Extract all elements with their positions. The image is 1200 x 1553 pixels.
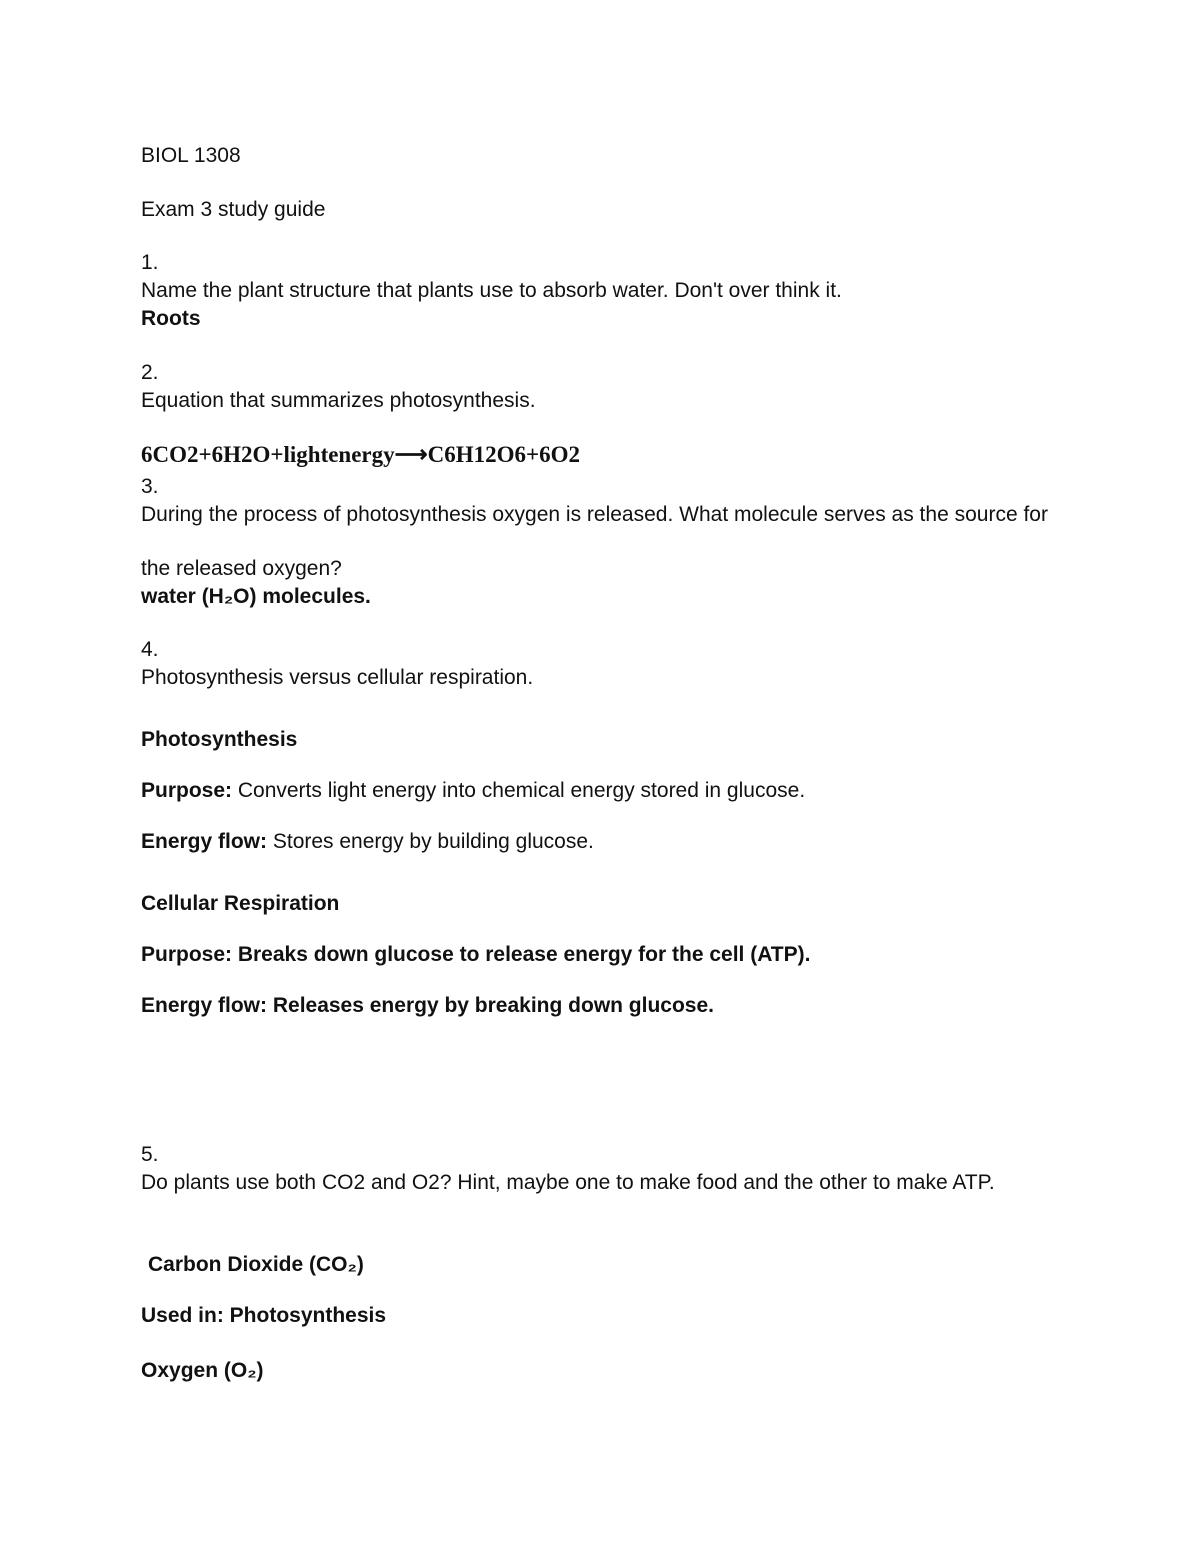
photosynthesis-equation: 6CO2+6H2O+lightenergy⟶C6H12O6+6O2 bbox=[141, 442, 580, 467]
q2-question: Equation that summarizes photosynthesis. bbox=[141, 389, 536, 412]
co2-heading: Carbon Dioxide (CO₂) bbox=[148, 1253, 364, 1276]
respiration-purpose: Purpose: Breaks down glucose to release energy for the cell (ATP). bbox=[141, 943, 811, 966]
respiration-heading: Cellular Respiration bbox=[141, 892, 340, 915]
photosynthesis-energy-flow bbox=[141, 829, 594, 855]
course-code: BIOL 1308 bbox=[141, 144, 241, 167]
o2-heading: Oxygen (O₂) bbox=[141, 1359, 264, 1382]
document-title: Exam 3 study guide bbox=[141, 198, 326, 221]
q1-answer: Roots bbox=[141, 307, 201, 330]
q5-question: Do plants use both CO2 and O2? Hint, maybe one to make food and the other to make ATP. bbox=[141, 1171, 995, 1194]
purpose-label: Purpose: bbox=[141, 779, 233, 802]
q4-number: 4. bbox=[141, 638, 159, 661]
q5-number: 5. bbox=[141, 1143, 159, 1166]
q3-question-line1: During the process of photosynthesis oxygen is released. What molecule serves as the source for bbox=[141, 503, 1048, 526]
q3-answer: water (H₂O) molecules. bbox=[141, 585, 371, 608]
energy-flow-text: Stores energy by building glucose. bbox=[267, 830, 594, 853]
q1-number: 1. bbox=[141, 251, 159, 274]
purpose-text: Converts light energy into chemical energy stored in glucose. bbox=[232, 779, 806, 802]
q3-number: 3. bbox=[141, 475, 159, 498]
co2-used-in: Used in: Photosynthesis bbox=[141, 1304, 387, 1327]
q3-question-line2: the released oxygen? bbox=[141, 557, 342, 580]
q4-question: Photosynthesis versus cellular respiration. bbox=[141, 666, 534, 689]
photosynthesis-heading: Photosynthesis bbox=[141, 728, 298, 751]
q1-question: Name the plant structure that plants use to absorb water. Don't over think it. bbox=[141, 279, 842, 302]
respiration-energy-flow: Energy flow: Releases energy by breaking down glucose. bbox=[141, 994, 714, 1017]
photosynthesis-purpose bbox=[141, 778, 805, 804]
q2-number: 2. bbox=[141, 361, 159, 384]
energy-flow-label: Energy flow: bbox=[141, 830, 268, 853]
